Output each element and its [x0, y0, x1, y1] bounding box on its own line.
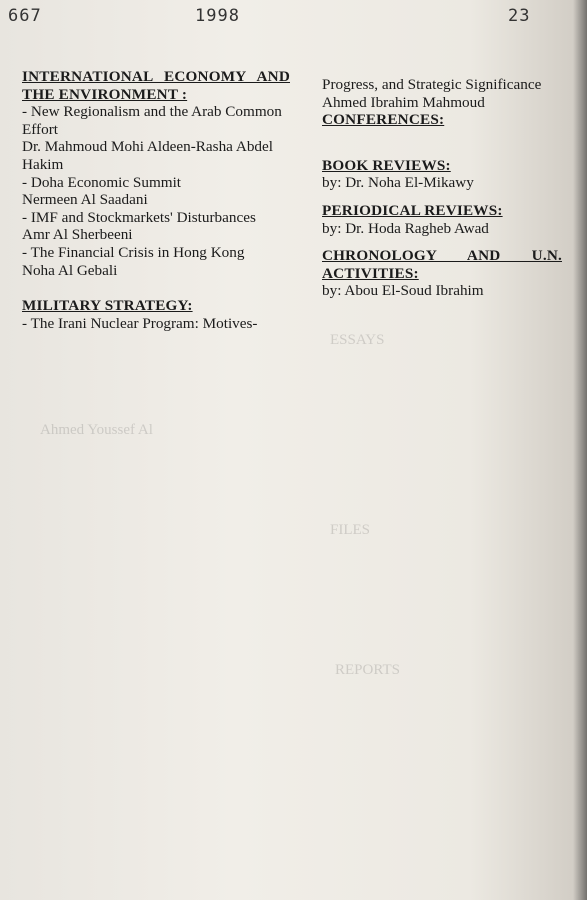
article-author: Ahmed Ibrahim Mahmoud [322, 93, 485, 111]
section-heading-book-reviews: BOOK REVIEWS: [322, 156, 451, 174]
periodical-reviews-byline: by: Dr. Hoda Ragheb Awad [322, 219, 489, 237]
chronology-byline: by: Abou El-Soud Ibrahim [322, 282, 484, 300]
article-author: Dr. Mahmoud Mohi Aldeen-Rasha Abdel Hakim [22, 138, 273, 173]
section-heading-military: MILITARY STRATEGY: [22, 297, 193, 315]
book-reviews-byline: by: Dr. Noha El-Mikawy [322, 174, 474, 192]
article-title: - The Financial Crisis in Hong Kong [22, 243, 245, 261]
left-column [22, 68, 290, 332]
handwritten-page-ref: 667 [8, 6, 42, 26]
article-title: - New Regionalism and the Arab Common Effort [22, 103, 282, 138]
page-edge-shadow [573, 0, 587, 900]
article-title-continuation: Progress, and Strategic Significance [322, 76, 542, 93]
article-author: Amr Al Sherbeeni [22, 226, 133, 244]
article-author: Noha Al Gebali [22, 261, 118, 279]
handwritten-year-note: 1998 [195, 6, 240, 26]
section-heading-conferences: CONFERENCES: [322, 111, 445, 129]
section-heading-economy: INTERNATIONAL ECONOMY AND THE ENVIRONMENT : [22, 68, 290, 103]
right-column [322, 76, 562, 300]
article-title: - Doha Economic Summit [22, 173, 182, 191]
article-author: Nermeen Al Saadani [22, 191, 148, 209]
article-title: - The Irani Nuclear Program: Motives- [22, 314, 258, 332]
section-heading-periodical-reviews: PERIODICAL REVIEWS: [322, 201, 503, 219]
handwritten-number-note: 23 [508, 6, 531, 26]
article-title: - IMF and Stockmarkets' Disturbances [22, 208, 256, 226]
section-heading-chronology: CHRONOLOGY AND U.N. ACTIVITIES: [322, 247, 562, 282]
